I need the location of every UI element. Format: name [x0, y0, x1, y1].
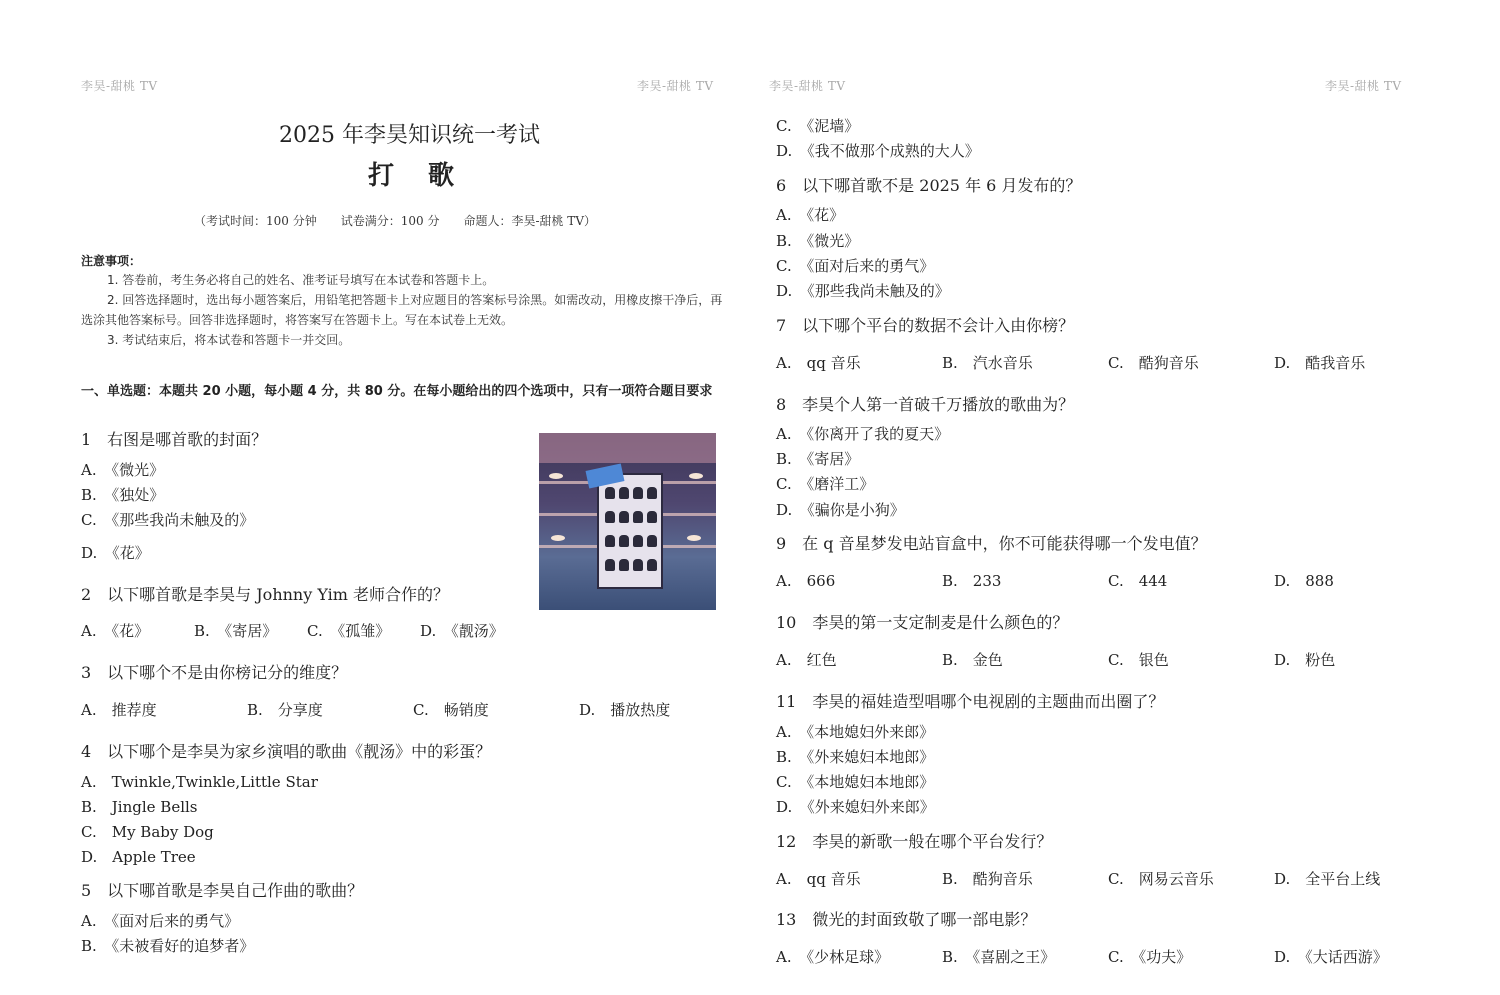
option: B. 《未被看好的追梦者》 [81, 937, 255, 955]
option: D. 酷我音乐 [1274, 354, 1366, 372]
album-cover-image [539, 433, 716, 610]
notice-item: 2. 回答选择题时，选出每小题答案后，用铅笔把答题卡上对应题目的答案标号涂黑。如需改动，用橡皮擦干净后，再选涂其他答案标号。回答非选择题时，将答案写在答题卡上。写在本试卷上无效。 [81, 293, 723, 327]
right-page [760, 0, 1500, 995]
option: D. 《花》 [81, 544, 150, 562]
option: B. 《喜剧之王》 [942, 948, 1056, 966]
notice-title: 注意事项： [81, 254, 142, 268]
option: A. 《花》 [776, 206, 845, 224]
option: B. Jingle Bells [81, 798, 198, 816]
question-11: 11 李昊的福娃造型唱哪个电视剧的主题曲而出圈了？ [776, 692, 1165, 711]
option: C. 网易云音乐 [1108, 870, 1214, 888]
option: B. 汽水音乐 [942, 354, 1033, 372]
option: B. 《独处》 [81, 486, 165, 504]
option: A. 推荐度 [81, 701, 157, 719]
option: B. 分享度 [247, 701, 323, 719]
option: C. 444 [1108, 572, 1168, 590]
watermark: 李昊-甜桃 TV [637, 79, 714, 93]
question-1: 1 右图是哪首歌的封面？ [81, 430, 268, 449]
option: A. 《花》 [81, 622, 150, 640]
option: C. 《磨洋工》 [776, 475, 875, 493]
watermark: 李昊-甜桃 TV [81, 79, 158, 93]
option: C. 《孤雏》 [307, 622, 391, 640]
option: D. 《那些我尚未触及的》 [776, 282, 950, 300]
option: D. 《骗你是小狗》 [776, 501, 905, 519]
option: C. 《泥墙》 [776, 117, 860, 135]
option: A. qq 音乐 [776, 870, 861, 888]
watermark: 李昊-甜桃 TV [1325, 79, 1402, 93]
question-13: 13 微光的封面致敬了哪一部电影？ [776, 910, 1037, 929]
option: B. 《寄居》 [776, 450, 860, 468]
question-4: 4 以下哪个是李昊为家乡演唱的歌曲《靓汤》中的彩蛋？ [81, 742, 492, 761]
option: D. 《外来媳妇外来郎》 [776, 798, 935, 816]
question-2: 2 以下哪首歌是李昊与 Johnny Yim 老师合作的？ [81, 585, 450, 604]
option: C. 《功夫》 [1108, 948, 1192, 966]
exam-title: 2025 年李昊知识统一考试 [279, 123, 540, 148]
exam-meta: （考试时间：100 分钟 试卷满分：100 分 命题人：李昊-甜桃 TV） [194, 214, 596, 228]
option: A. 《微光》 [81, 461, 165, 479]
question-9: 9 在 q 音星梦发电站盲盒中，你不可能获得哪一个发电值？ [776, 534, 1207, 553]
option: A. 《你离开了我的夏天》 [776, 425, 950, 443]
notice-item: 3. 考试结束后，将本试卷和答题卡一并交回。 [107, 333, 351, 347]
option: B. 《外来媳妇本地郎》 [776, 748, 935, 766]
question-10: 10 李昊的第一支定制麦是什么颜色的？ [776, 613, 1069, 632]
option: A. 《本地媳妇外来郎》 [776, 723, 935, 741]
option: D. 《靓汤》 [420, 622, 504, 640]
option: D. 《我不做那个成熟的大人》 [776, 142, 980, 160]
option: C. 《那些我尚未触及的》 [81, 511, 255, 529]
option: D. 播放热度 [579, 701, 671, 719]
option: D. 《大话西游》 [1274, 948, 1388, 966]
watermark: 李昊-甜桃 TV [769, 79, 846, 93]
option: A. 红色 [776, 651, 837, 669]
option: C. My Baby Dog [81, 823, 214, 841]
option: C. 《本地媳妇本地郎》 [776, 773, 935, 791]
option: D. Apple Tree [81, 848, 196, 866]
option: A. 666 [776, 572, 836, 590]
question-3: 3 以下哪个不是由你榜记分的维度？ [81, 663, 348, 682]
option: C. 银色 [1108, 651, 1169, 669]
option: B. 《微光》 [776, 232, 860, 250]
option: B. 233 [942, 572, 1002, 590]
option: C. 酷狗音乐 [1108, 354, 1199, 372]
option: B. 金色 [942, 651, 1003, 669]
exam-subtitle: 打歌 [368, 161, 489, 191]
option: D. 粉色 [1274, 651, 1336, 669]
option: A. qq 音乐 [776, 354, 861, 372]
notice-item: 1. 答卷前，考生务必将自己的姓名、准考证号填写在本试卷和答题卡上。 [107, 273, 495, 287]
option: D. 888 [1274, 572, 1334, 590]
option: A. 《面对后来的勇气》 [81, 912, 240, 930]
question-5: 5 以下哪首歌是李昊自己作曲的歌曲？ [81, 881, 364, 900]
option: C. 畅销度 [413, 701, 489, 719]
option: B. 《寄居》 [194, 622, 278, 640]
option: A. Twinkle,Twinkle,Little Star [81, 773, 318, 791]
option: B. 酷狗音乐 [942, 870, 1033, 888]
question-12: 12 李昊的新歌一般在哪个平台发行？ [776, 832, 1053, 851]
question-8: 8 李昊个人第一首破千万播放的歌曲为？ [776, 395, 1075, 414]
option: D. 全平台上线 [1274, 870, 1381, 888]
section-header: 一、单选题：本题共 20 小题，每小题 4 分，共 80 分。在每小题给出的四个选项中，只有一项符合题目要求 [81, 384, 713, 399]
question-7: 7 以下哪个平台的数据不会计入由你榜？ [776, 316, 1075, 335]
option: A. 《少林足球》 [776, 948, 890, 966]
question-6: 6 以下哪首歌不是 2025 年 6 月发布的？ [776, 176, 1082, 195]
option: C. 《面对后来的勇气》 [776, 257, 935, 275]
